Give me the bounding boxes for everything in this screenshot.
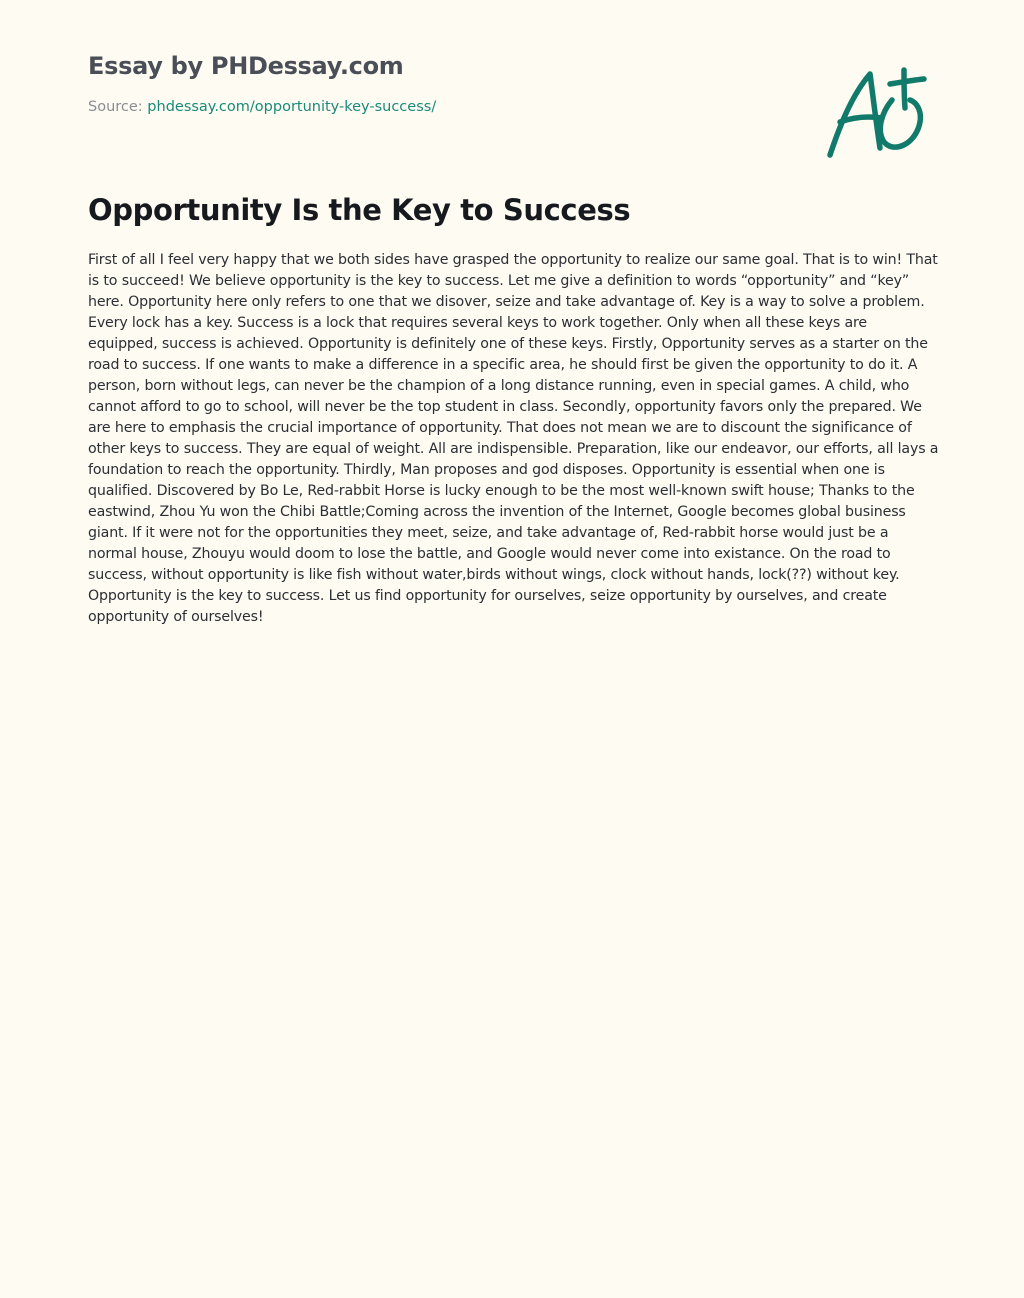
source-line [88,97,788,117]
essay-body: First of all I feel very happy that we both sides have grasped the opportunity to realize our same goal. That is to win! That is to succeed! We believe opportunity is the key to success. Let me give a definition to words “opportunity” and “key” here. Opportunity here only refers to one that we disover, seize and take advantage of. Key is a way to solve a problem. Every lock has a key. Success is a lock that requires several keys to work together. Only when all these keys are equipped, success is achieved. Opportunity is definitely one of these keys. Firstly, Opportunity serves as a starter on the road to success. If one wants to make a difference in a specific area, he should first be given the opportunity to do it. A person, born without legs, can never be the champion of a long distance running, even in special games. A child, who cannot afford to go to school, will never be the top student in class. Secondly, opportunity favors only the prepared. We are here to emphasis the crucial importance of opportunity. That does not mean we are to discount the significance of other keys to success. They are equal of weight. All are indispensible. Preparation, like our endeavor, our efforts, all lays a foundation to reach the opportunity. Thirdly, Man proposes and god disposes. Opportunity is essential when one is qualified. Discovered by Bo Le, Red-rabbit Horse is lucky enough to be the most well-known swift house; Thanks to the eastwind, Zhou Yu won the Chibi Battle;Coming across the invention of the Internet, Google becomes global business giant. If it were not for the opportunities they meet, seize, and take advantage of, Red-rabbit horse would just be a normal house, Zhouyu would doom to lose the battle, and Google would never come into existance. On the road to success, without opportunity is like fish without water,birds without wings, clock without hands, lock(??) without key. Opportunity is the key to success. Let us find opportunity for ourselves, seize opportunity by ourselves, and create opportunity of ourselves! [88,252,939,625]
source-link[interactable]: phdessay.com/opportunity-key-success/ [147,99,437,115]
source-label: Source: [88,99,148,115]
page-header [88,50,788,117]
article-title: Opportunity Is the Key to Success [88,193,631,227]
a-plus-grade-icon [818,60,934,164]
site-title: Essay by PHDessay.com [88,52,404,80]
